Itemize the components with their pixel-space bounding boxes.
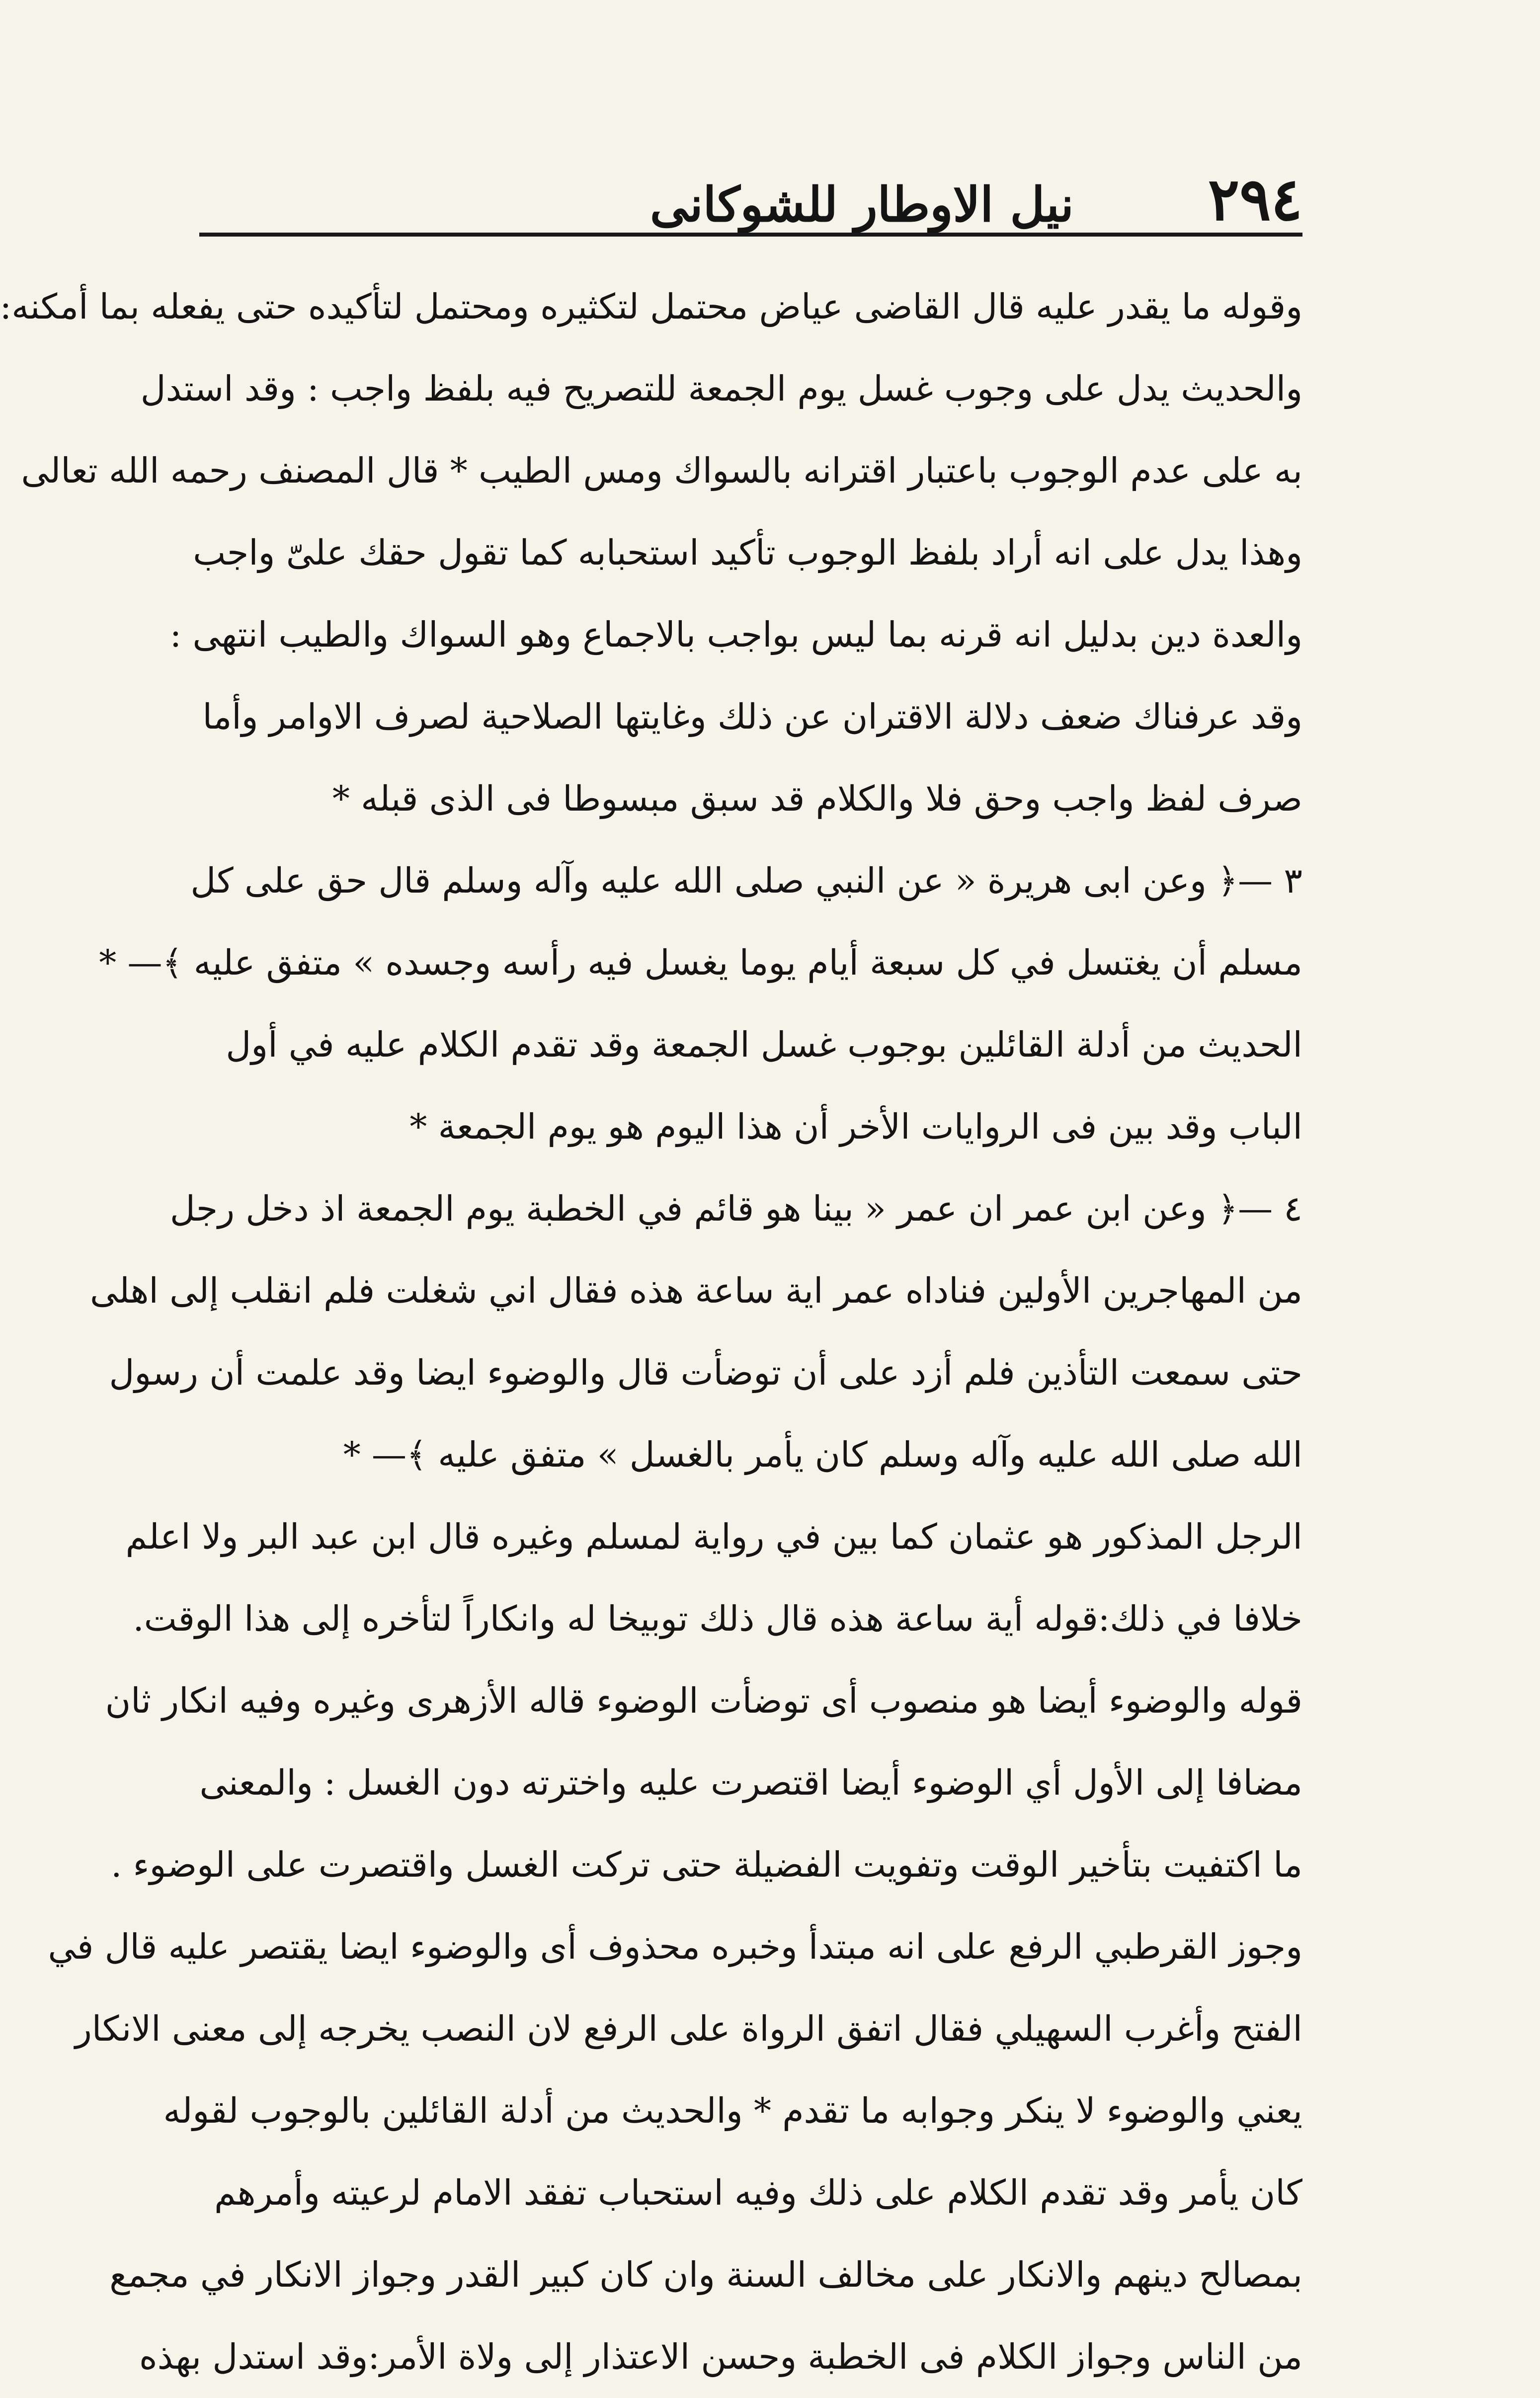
page-number: ٢٩٤: [1208, 165, 1302, 234]
text-line: وقوله ما يقدر عليه قال القاضى عياض محتمل لتكثيره ومحتمل لتأكيده حتى يفعله بما أمكنه:: [0, 286, 1302, 327]
text-line: به على عدم الوجوب باعتبار اقترانه بالسواك ومس الطيب * قال المصنف رحمه الله تعالى: [21, 450, 1302, 491]
hadith-line: ٣ —﴿ وعن ابى هريرة « عن النبي صلى الله عليه وآله وسلم قال حق على كل: [190, 860, 1302, 901]
text-line: الرجل المذكور هو عثمان كما بين في رواية لمسلم وغيره قال ابن عبد البر ولا اعلم: [125, 1516, 1302, 1557]
text-line: خلافا في ذلك:قوله أية ساعة هذه قال ذلك توبيخا له وانكاراً لتأخره إلى هذا الوقت.: [133, 1598, 1302, 1639]
page-header: [199, 164, 1302, 234]
hadith-line: الله صلى الله عليه وآله وسلم كان يأمر بالغسل » متفق عليه ﴾— *: [343, 1434, 1302, 1475]
text-line: الفتح وأغرب السهيلي فقال اتفق الرواة على الرفع لان النصب يخرجه إلى معنى الانكار: [75, 2008, 1302, 2049]
text-line: صرف لفظ واجب وحق فلا والكلام قد سبق مبسوطا فى الذى قبله *: [332, 778, 1302, 819]
text-line: وهذا يدل على انه أراد بلفظ الوجوب تأكيد استحبابه كما تقول حقك علىّ واجب: [193, 532, 1302, 573]
hadith-line: ٤ —﴿ وعن ابن عمر ان عمر « بينا هو قائم في الخطبة يوم الجمعة اذ دخل رجل: [169, 1188, 1302, 1229]
text-line: ما اكتفيت بتأخير الوقت وتفويت الفضيلة حتى تركت الغسل واقتصرت على الوضوء .: [111, 1844, 1302, 1885]
running-title: نيل الاوطار للشوكانى: [649, 176, 1074, 233]
text-line: الباب وقد بين فى الروايات الأخر أن هذا اليوم هو يوم الجمعة *: [409, 1106, 1302, 1147]
text-line: الحديث من أدلة القائلين بوجوب غسل الجمعة وقد تقدم الكلام عليه في أول: [226, 1024, 1302, 1065]
hadith-line: من المهاجرين الأولين فناداه عمر اية ساعة هذه فقال اني شغلت فلم انقلب إلى اهلى: [90, 1270, 1302, 1311]
text-line: كان يأمر وقد تقدم الكلام على ذلك وفيه استحباب تفقد الامام لرعيته وأمرهم: [214, 2172, 1302, 2213]
text-line: قوله والوضوء أيضا هو منصوب أى توضأت الوضوء قاله الأزهرى وغيره وفيه انكار ثان: [105, 1680, 1302, 1721]
page-body: [0, 266, 1302, 2398]
hadith-line: مسلم أن يغتسل في كل سبعة أيام يوما يغسل فيه رأسه وجسده » متفق عليه ﴾— *: [99, 942, 1302, 983]
text-line: والحديث يدل على وجوب غسل يوم الجمعة للتصريح فيه بلفظ واجب : وقد استدل: [140, 368, 1302, 409]
header-rule: [199, 233, 1302, 237]
text-line: بمصالح دينهم والانكار على مخالف السنة وان كان كبير القدر وجواز الانكار في مجمع: [109, 2254, 1302, 2295]
hadith-line: حتى سمعت التأذين فلم أزد على أن توضأت قال والوضوء ايضا وقد علمت أن رسول: [109, 1352, 1302, 1393]
text-line: وقد عرفناك ضعف دلالة الاقتران عن ذلك وغايتها الصلاحية لصرف الاوامر وأما: [202, 696, 1302, 737]
text-line: من الناس وجواز الكلام فى الخطبة وحسن الاعتذار إلى ولاة الأمر:وقد استدل بهذه: [139, 2336, 1302, 2377]
text-line: يعني والوضوء لا ينكر وجوابه ما تقدم * والحديث من أدلة القائلين بالوجوب لقوله: [163, 2090, 1302, 2131]
text-line: والعدة دين بدليل انه قرنه بما ليس بواجب بالاجماع وهو السواك والطيب انتهى :: [169, 614, 1302, 655]
text-line: مضافا إلى الأول أي الوضوء أيضا اقتصرت عليه واخترته دون الغسل : والمعنى: [199, 1762, 1302, 1803]
text-line: وجوز القرطبي الرفع على انه مبتدأ وخبره محذوف أى والوضوء ايضا يقتصر عليه قال في: [48, 1926, 1302, 1967]
